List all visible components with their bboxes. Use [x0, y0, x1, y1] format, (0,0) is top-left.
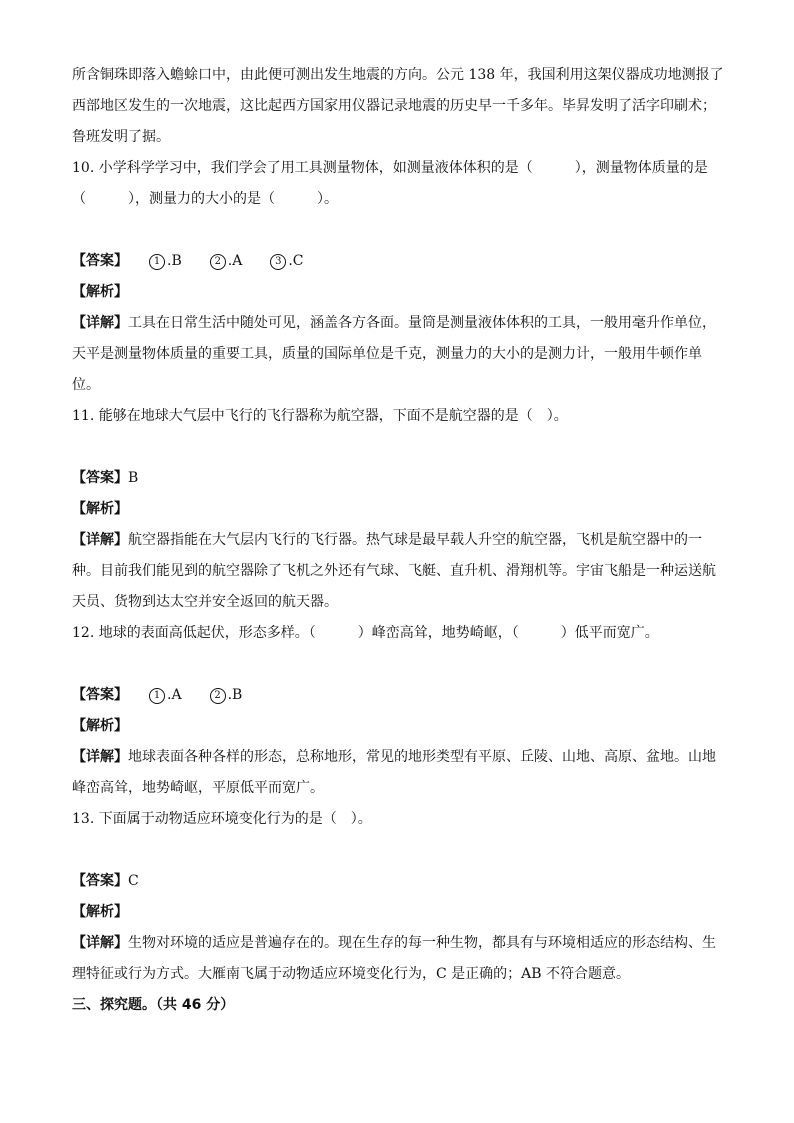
answer-value: C — [128, 873, 139, 889]
circled-number: 1 — [149, 688, 165, 704]
answer-value: .B — [227, 687, 243, 703]
q13-detail-line-2: 理特征或行为方式。大雁南飞属于动物适应环境变化行为，C 是正确的；AB 不符合题意。 — [72, 966, 631, 982]
detail-text: 工具在日常生活中随处可见，涵盖各方各面。量筒是测量液体体积的工具，一般用毫升作单位， — [128, 315, 716, 331]
q13-analysis-label: 【解析】 — [72, 904, 128, 920]
q11-detail-line-3: 天员、货物到达太空并安全返回的航天器。 — [72, 594, 338, 610]
q11-detail-line-1 — [72, 525, 724, 556]
answer-value: .C — [288, 253, 304, 269]
q10-stem-line-2: （ ），测量力的大小的是（ ）。 — [72, 191, 338, 207]
intro-line-1: 所含铜珠即落入蟾蜍口中，由此便可测出发生地震的方向。公元 138 年，我国利用这架仪器成功地测报了 — [72, 67, 724, 83]
q10-detail-line-1 — [72, 308, 724, 339]
q12-options — [72, 649, 724, 680]
q13-stem: 13. 下面属于动物适应环境变化行为的是（ ）。 — [72, 811, 372, 827]
answer-label: 【答案】 — [72, 253, 121, 269]
q12-answer-2 — [210, 680, 243, 711]
q11-answer — [72, 463, 724, 494]
detail-label: 【详解】 — [72, 532, 128, 548]
circled-number: 2 — [210, 254, 226, 270]
detail-label: 【详解】 — [72, 749, 128, 765]
intro-line-2: 西部地区发生的一次地震，这比起西方国家用仪器记录地震的历史早一千多年。毕昇发明了活字印刷术； — [72, 98, 716, 114]
answer-label: 【答案】 — [72, 470, 128, 486]
q11-detail-line-2: 种。目前我们能见到的航空器除了飞机之外还有气球、飞艇、直升机、滑翔机等。宇宙飞船是一种运送航 — [72, 563, 716, 579]
detail-text: 地球表面各种各样的形态，总称地形，常见的地形类型有平原、丘陵、山地、高原、盆地。山地 — [128, 749, 716, 765]
q11-stem: 11. 能够在地球大气层中飞行的飞行器称为航空器，下面不是航空器的是（ ）。 — [72, 408, 568, 424]
q11-analysis-label: 【解析】 — [72, 501, 128, 517]
q10-answer-3 — [270, 246, 303, 277]
circled-number: 1 — [149, 254, 165, 270]
q12-stem: 12. 地球的表面高低起伏，形态多样。（ ）峰峦高耸，地势崎岖，（ ）低平而宽广。 — [72, 625, 659, 641]
q10-answer — [72, 246, 724, 277]
q12-answer — [72, 680, 724, 711]
q12-detail-line-1 — [72, 742, 724, 773]
answer-value: B — [128, 470, 139, 486]
detail-text: 航空器指能在大气层内飞行的飞行器。热气球是最早载人升空的航空器，飞机是航空器中的一 — [128, 532, 702, 548]
detail-text: 生物对环境的适应是普遍存在的。现在生存的每一种生物，都具有与环境相适应的形态结构、生 — [128, 935, 716, 951]
q10-answer-2 — [210, 246, 243, 277]
q10-analysis-label: 【解析】 — [72, 284, 128, 300]
q10-detail-line-3: 位。 — [72, 377, 100, 393]
detail-label: 【详解】 — [72, 935, 128, 951]
answer-label: 【答案】 — [72, 687, 121, 703]
q12-detail-line-2: 峰峦高耸，地势崎岖，平原低平而宽广。 — [72, 780, 324, 796]
circled-number: 2 — [210, 688, 226, 704]
q13-options — [72, 835, 724, 866]
q13-detail-line-1 — [72, 928, 724, 959]
answer-value: .A — [167, 687, 182, 703]
q10-options — [72, 215, 724, 246]
document-content — [72, 60, 724, 1021]
q10-answer-1 — [149, 246, 182, 277]
detail-label: 【详解】 — [72, 315, 128, 331]
q12-analysis-label: 【解析】 — [72, 718, 128, 734]
intro-line-3: 鲁班发明了据。 — [72, 129, 170, 145]
q13-answer — [72, 866, 724, 897]
circled-number: 3 — [270, 254, 286, 270]
answer-value: .A — [227, 253, 243, 269]
q11-options — [72, 432, 724, 463]
q10-stem-line-1: 10. 小学科学学习中，我们学会了用工具测量物体，如测量液体体积的是（ ），测量物体质量的是 — [72, 160, 708, 176]
answer-label: 【答案】 — [72, 873, 128, 889]
q10-detail-line-2: 天平是测量物体质量的重要工具，质量的国际单位是千克，测量力的大小的是测力计，一般用牛顿作单 — [72, 346, 702, 362]
answer-value: .B — [167, 253, 182, 269]
section-3-heading: 三、探究题。（共 46 分） — [72, 997, 235, 1013]
q12-answer-1 — [149, 680, 182, 711]
